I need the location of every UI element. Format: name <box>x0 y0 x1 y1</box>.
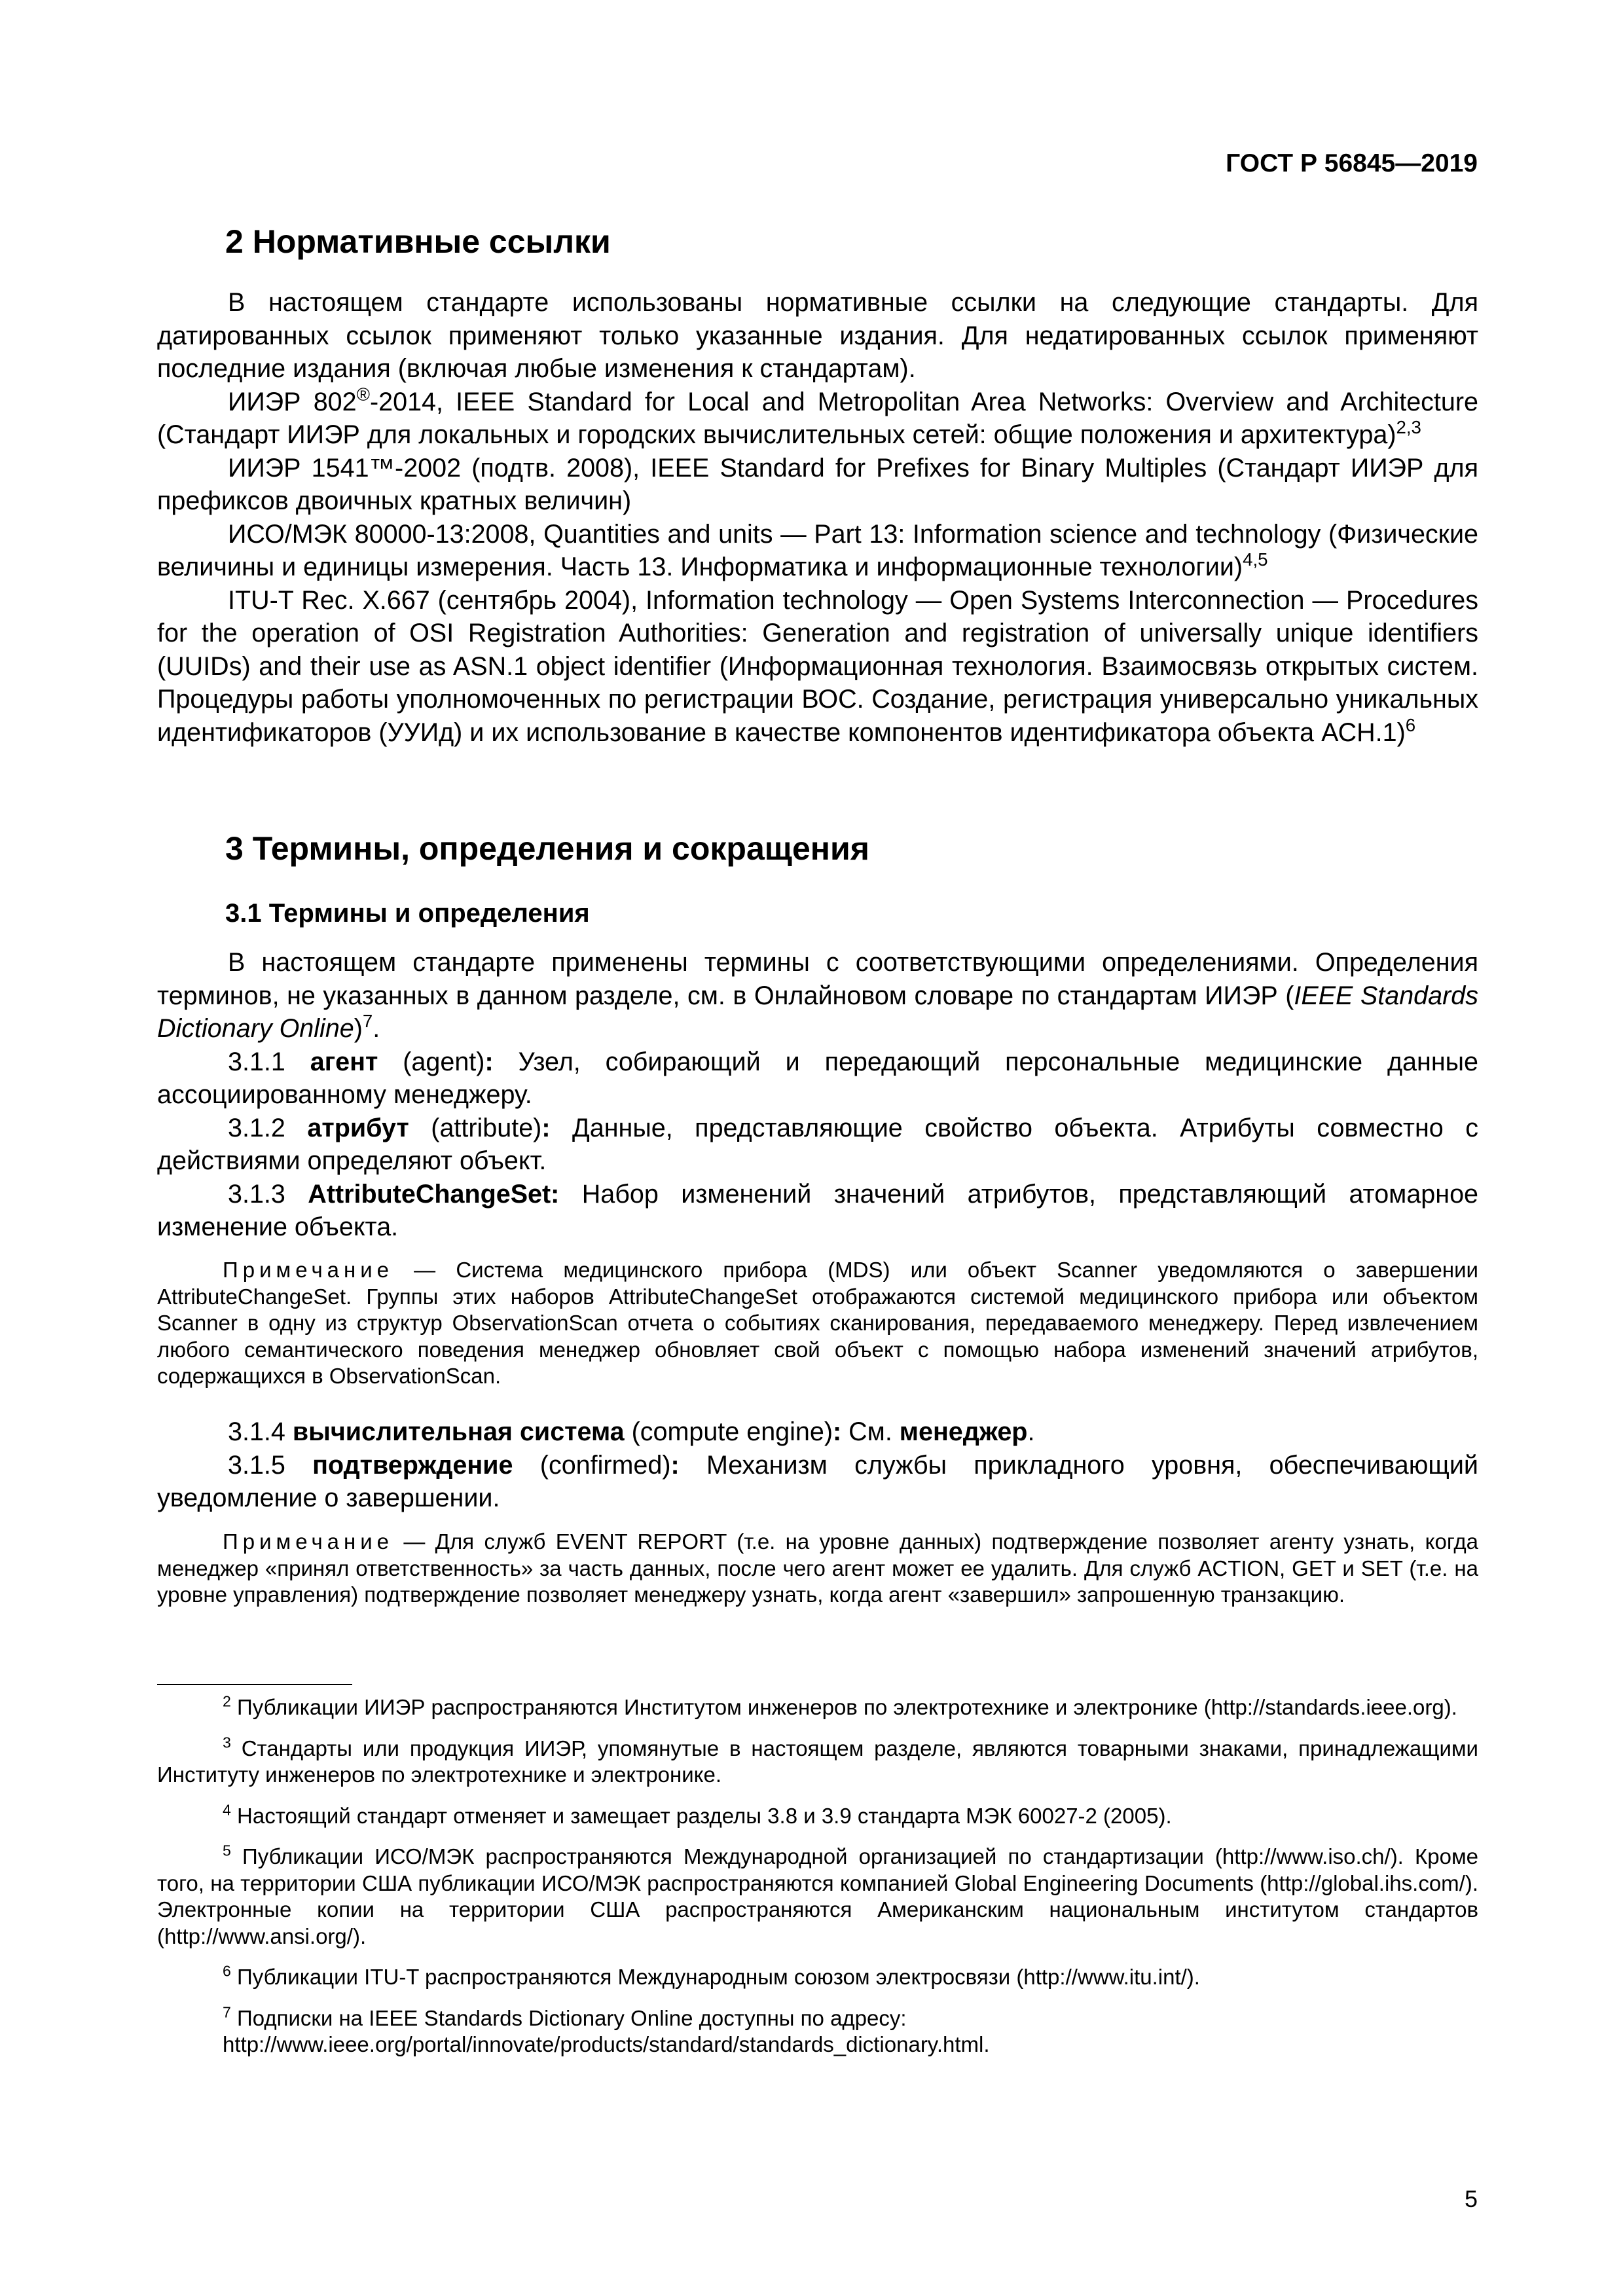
section-3-1-body <box>157 946 1478 1244</box>
term-definition: 3.1.2 атрибут (attribute): Данные, представляющие свойство объекта. Атрибуты совместно с действиями определяют объект. <box>157 1113 1478 1175</box>
term-definition: 3.1.1 агент (agent): Узел, собирающий и передающий персональные медицинские данные ассоциированному менеджеру. <box>157 1047 1478 1109</box>
page-number: 5 <box>1464 2185 1478 2212</box>
note-label: Примечание <box>223 1529 394 1554</box>
reference-item: ITU-T Rec. X.667 (сентябрь 2004), Information technology — Open Systems Interconnection — Procedures for the operation of OSI Registration Authorities: Generation and registration of universally unique identifiers (UUIDs) and their use as ASN.1 object identifier (Информационная технология. Взаимосвязь открытых систем. Процедуры работы уполномоченных по регистрации ВОС. Создание, регистрация универсально уникальных идентификаторов (УУИд) и их использование в качестве компонентов идентификатора объекта АСН.1)$^6$ <box>157 585 1478 747</box>
section-3-heading: 3 Термины, определения и сокращения <box>225 830 869 867</box>
terms-intro: В настоящем стандарте применены термины с соответствующими определениями. Определения терминов, не указанных в данном разделе, см. в Онлайновом словаре по стандартам ИИЭР (IEEE Standards Dictionary Online)$^7$. <box>157 948 1478 1043</box>
reference-item: ИСО/МЭК 80000-13:2008, Quantities and units — Part 13: Information science and technology (Физические величины и единицы измерения. Часть 13. Информатика и информационные технологии)$^{4,5}$ <box>157 519 1478 581</box>
footnote: $^4$ Настоящий стандарт отменяет и замещает разделы 3.8 и 3.9 стандарта МЭК 60027-2 (2005). <box>223 1800 1172 1828</box>
footnote-url[interactable]: http://www.ieee.org/portal/innovate/products/standard/standards_dictionary.html. <box>223 2032 990 2056</box>
section-3-1-terms-continued <box>157 1415 1478 1515</box>
reference-item: ИИЭР 1541™-2002 (подтв. 2008), IEEE Standard for Prefixes for Binary Multiples (Стандарт ИИЭР для префиксов двоичных кратных величин) <box>157 453 1478 515</box>
footnote: $^6$ Публикации ITU-T распространяются Международным союзом электросвязи (http://www.itu.int/). <box>223 1962 1200 1989</box>
term-definition: 3.1.3 AttributeChangeSet: Набор изменений значений атрибутов, представляющий атомарное изменение объекта. <box>157 1179 1478 1241</box>
reference-item: ИИЭР 802®-2014, IEEE Standard for Local and Metropolitan Area Networks: Overview and Architecture (Стандарт ИИЭР для локальных и городских вычислительных сетей: общие положения и архитектура)$^{2,3}$ <box>157 384 1478 449</box>
section-2-body <box>157 286 1478 749</box>
footnote-separator <box>157 1684 352 1685</box>
footnote: $^3$ Стандарты или продукция ИИЭР, упомянутые в настоящем разделе, являются товарными знаками, принадлежащими Институту инженеров по электротехнике и электронике. <box>157 1733 1478 1787</box>
footnote: $^2$ Публикации ИИЭР распространяются Институтом инженеров по электротехнике и электронике (http://standards.ieee.org). <box>223 1692 1457 1719</box>
note-2: Примечание — Для служб EVENT REPORT (т.е. на уровне данных) подтверждение позволяет агенту узнать, когда менеджер «принял ответственность» за часть данных, после чего агент может ее удалить. Для служб ACTION, GET и SET (т.е. на уровне управления) подтверждение позволяет менеджеру узнать, когда агент «завершил» запрошенную транзакцию. <box>157 1529 1478 1607</box>
term-definition: 3.1.4 вычислительная система (compute engine): См. менеджер. <box>228 1417 1035 1446</box>
document-id-header: ГОСТ Р 56845—2019 <box>1226 149 1478 177</box>
note-1: Примечание — Система медицинского прибора (MDS) или объект Scanner уведомляются о завершении AttributeChangeSet. Группы этих наборов AttributeChangeSet отображаются системой медицинского прибора или объектом Scanner в одну из структур ObservationScan отчета о событиях сканирования, передаваемого менеджеру. Перед извлечением любого семантического поведения менеджер обновляет свой объект с помощью набора изменений значений атрибутов, содержащихся в ObservationScan. <box>157 1258 1478 1388</box>
note-label: Примечание <box>223 1258 394 1282</box>
subsection-3-1-heading: 3.1 Термины и определения <box>225 899 590 928</box>
term-definition: 3.1.5 подтверждение (confirmed): Механизм службы прикладного уровня, обеспечивающий уведомление о завершении. <box>157 1450 1478 1512</box>
section-2-intro: В настоящем стандарте использованы нормативные ссылки на следующие стандарты. Для датированных ссылок применяют только указанные издания. Для недатированных ссылок применяют последние издания (включая любые изменения к стандартам). <box>157 288 1478 383</box>
footnote: $^7$ Подписки на IEEE Standards Dictionary Online доступны по адресу: <box>223 2003 907 2030</box>
footnote: $^5$ Публикации ИСО/МЭК распространяются Международной организацией по стандартизации (http://www.iso.ch/). Кроме того, на территории США публикации ИСО/МЭК распространяются компанией Global Engineering Documents (http://global.ihs.com/). Электронные копии на территории США распространяются Американским национальным институтом стандартов (http://www.ansi.org/). <box>157 1842 1478 1948</box>
section-2-heading: 2 Нормативные ссылки <box>225 223 611 260</box>
footnotes <box>157 1694 1478 2058</box>
